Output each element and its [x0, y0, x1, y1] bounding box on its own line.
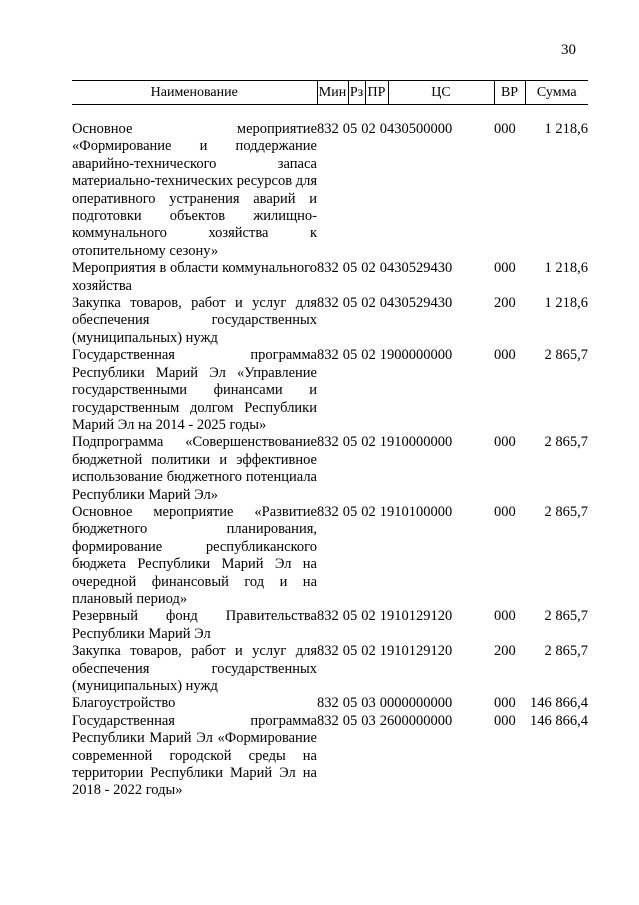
table-header-row	[72, 81, 588, 105]
row-rz: 05	[342, 347, 358, 364]
row-pr: 02	[361, 260, 376, 277]
row-min: 832	[317, 503, 339, 520]
row-min: 832	[317, 643, 339, 660]
row-vr: 000	[494, 608, 516, 625]
row-cs: 1910100000	[379, 503, 453, 520]
row-sum: 2 865,7	[544, 434, 588, 451]
row-pr: 03	[361, 695, 376, 712]
row-name: Резервный фонд Правительства Республики Марий Эл	[72, 608, 317, 642]
table-row	[72, 121, 588, 260]
row-cs: 1910000000	[379, 434, 453, 451]
row-vr: 000	[494, 347, 516, 364]
row-min: 832	[317, 712, 339, 729]
row-min: 832	[317, 695, 339, 712]
table-row	[72, 643, 588, 695]
row-codes	[317, 121, 494, 260]
row-sum: 2 865,7	[544, 608, 588, 625]
row-rz: 05	[342, 608, 358, 625]
row-codes	[317, 347, 494, 434]
table-row	[72, 608, 588, 643]
row-name: Подпрограмма «Совершенствование бюджетной политики и эффективное использование бюджетного потенциала Республики Марий Эл»	[72, 434, 317, 503]
row-pr: 03	[361, 712, 376, 729]
row-pr: 02	[361, 503, 376, 520]
row-rz: 05	[342, 434, 358, 451]
table-row	[72, 347, 588, 434]
row-min: 832	[317, 295, 339, 312]
table-row	[72, 295, 588, 347]
row-name: Благоустройство	[72, 695, 176, 712]
row-vr: 000	[494, 503, 516, 520]
row-rz: 05	[342, 695, 358, 712]
row-name: Закупка товаров, работ и услуг для обеспечения государственных (муниципальных) нужд	[72, 295, 317, 346]
page-number: 30	[561, 42, 576, 58]
row-codes	[317, 695, 494, 712]
row-codes	[317, 608, 494, 643]
row-min: 832	[317, 260, 339, 277]
row-sum: 2 865,7	[544, 347, 588, 364]
table-row	[72, 695, 588, 712]
row-rz: 05	[342, 121, 358, 137]
row-cs: 0430500000	[379, 121, 453, 137]
row-pr: 02	[361, 643, 376, 660]
header-pr: ПР	[365, 81, 388, 105]
header-cs: ЦС	[388, 81, 494, 105]
row-vr: 000	[494, 695, 516, 712]
row-cs: 0000000000	[379, 695, 453, 712]
row-vr: 000	[494, 260, 516, 277]
row-cs: 2600000000	[379, 712, 453, 729]
row-min: 832	[317, 121, 339, 137]
row-cs: 0430529430	[379, 260, 453, 277]
row-pr: 02	[361, 347, 376, 364]
row-pr: 02	[361, 608, 376, 625]
row-name: Основное мероприятие «Развитие бюджетного планирования, формирование республиканского бюджета Республики Марий Эл на очередной финансовый год и на плановый период»	[72, 503, 317, 607]
row-name: Государственная программа Республики Марий Эл «Управление государственными финансами и государственным долгом Республики Марий Эл на 2014 - 2025 годы»	[72, 347, 317, 433]
header-min: Мин	[317, 81, 348, 105]
row-vr: 200	[494, 643, 516, 660]
row-name: Государственная программа Республики Марий Эл «Формирование современной городской среды на территории Республики Марий Эл на 2018 - 2022 годы»	[72, 712, 317, 799]
row-cs: 0430529430	[379, 295, 453, 312]
budget-table	[72, 80, 588, 800]
row-pr: 02	[361, 121, 376, 137]
row-codes	[317, 434, 494, 504]
header-rz: Рз	[348, 81, 365, 105]
table-row	[72, 504, 588, 608]
row-sum: 2 865,7	[544, 643, 588, 660]
header-sum: Сумма	[525, 81, 588, 105]
row-codes	[317, 504, 494, 608]
row-sum: 146 866,4	[530, 695, 588, 712]
row-pr: 02	[361, 434, 376, 451]
row-rz: 05	[342, 712, 358, 729]
row-rz: 05	[342, 260, 358, 277]
row-cs: 1910129120	[379, 608, 453, 625]
table-row	[72, 713, 588, 800]
row-vr: 000	[494, 712, 516, 729]
row-codes	[317, 713, 494, 800]
row-codes	[317, 260, 494, 295]
table-row	[72, 260, 588, 295]
row-min: 832	[317, 608, 339, 625]
row-codes	[317, 295, 494, 347]
header-name: Наименование	[72, 81, 317, 105]
row-rz: 05	[342, 503, 358, 520]
header-vr: ВР	[494, 81, 525, 105]
row-rz: 05	[342, 643, 358, 660]
row-codes	[317, 643, 494, 695]
row-pr: 02	[361, 295, 376, 312]
row-sum: 1 218,6	[544, 295, 588, 312]
row-vr: 000	[494, 121, 516, 137]
row-vr: 200	[494, 295, 516, 312]
row-sum: 146 866,4	[530, 712, 588, 729]
row-rz: 05	[342, 295, 358, 312]
row-sum: 2 865,7	[544, 503, 588, 520]
row-cs: 1900000000	[379, 347, 453, 364]
table-row	[72, 434, 588, 504]
row-name: Основное мероприятие «Формирование и поддержание аварийно-технического запаса материально-технических ресурсов для оперативного устранения аварий и подготовки объектов жилищно-коммунального хозяйства к отопительному сезону»	[72, 121, 317, 259]
row-name: Закупка товаров, работ и услуг для обеспечения государственных (муниципальных) нужд	[72, 643, 317, 694]
row-sum: 1 218,6	[544, 121, 588, 137]
row-vr: 000	[494, 434, 516, 451]
row-sum: 1 218,6	[544, 260, 588, 277]
row-name: Мероприятия в области коммунального хозяйства	[72, 260, 317, 294]
row-min: 832	[317, 347, 339, 364]
row-min: 832	[317, 434, 339, 451]
row-cs: 1910129120	[379, 643, 453, 660]
